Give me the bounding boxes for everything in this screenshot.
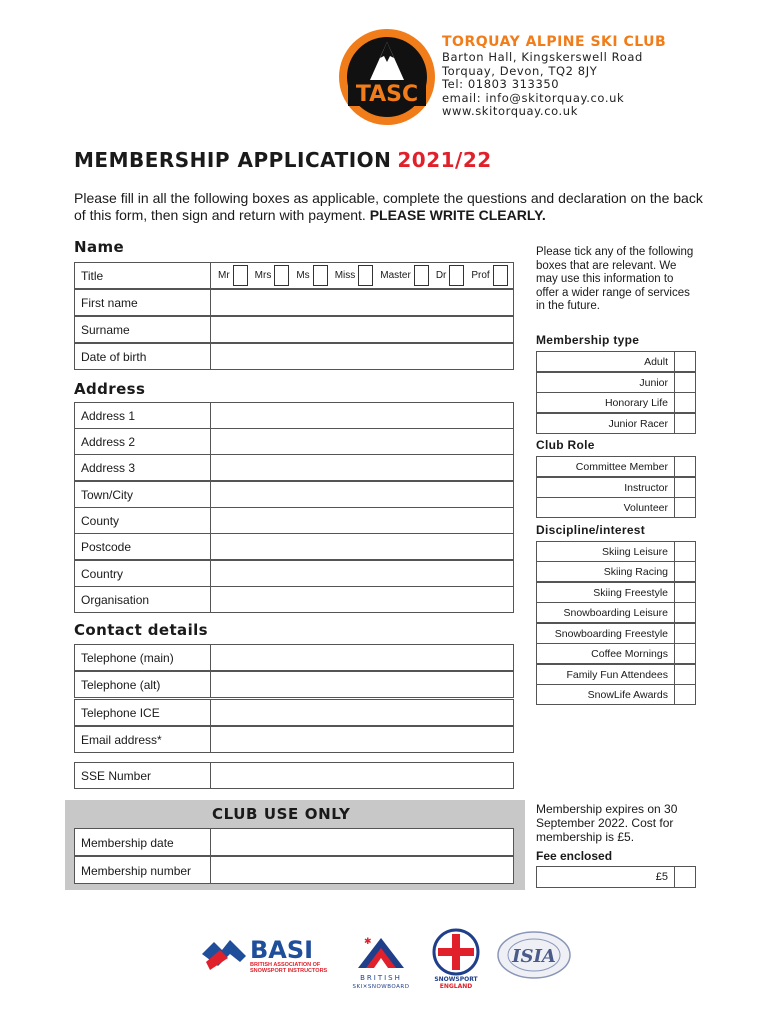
title-option-mrs[interactable] [255, 265, 290, 286]
checkbox[interactable] [674, 684, 696, 705]
checkbox[interactable] [674, 372, 696, 393]
page-title [74, 148, 492, 172]
checkbox[interactable] [274, 265, 289, 286]
membership-junior[interactable] [536, 372, 696, 393]
telephone-alt-label: Telephone (alt) [74, 671, 210, 698]
option-label: Prof [471, 270, 490, 281]
checkbox[interactable] [674, 413, 696, 434]
dob-row [74, 343, 514, 370]
tick-note: Please tick any of the following boxes that are relevant. We may use this information to offer a wider range of services in the future. [536, 246, 694, 312]
name-heading: Name [74, 238, 125, 256]
organisation-label: Organisation [74, 586, 210, 613]
option-label: Snowboarding Freestyle [536, 623, 674, 644]
isia-text: ISIA [512, 946, 556, 967]
discipline-coffee-mornings[interactable] [536, 643, 696, 664]
option-label: SnowLife Awards [536, 684, 674, 705]
checkbox[interactable] [674, 477, 696, 498]
option-label: Family Fun Attendees [536, 664, 674, 685]
telephone-ice-field[interactable] [210, 699, 514, 726]
telephone-ice-row [74, 699, 514, 726]
option-label: Junior [536, 372, 674, 393]
discipline-skiing-freestyle[interactable] [536, 582, 696, 603]
option-label: Committee Member [536, 456, 674, 477]
option-label: Junior Racer [536, 413, 674, 434]
telephone-alt-field[interactable] [210, 671, 514, 698]
basi-text: BASI [250, 936, 314, 964]
role-volunteer[interactable] [536, 497, 696, 518]
intro-bold: PLEASE WRITE CLEARLY. [369, 207, 546, 223]
address-2-field[interactable] [210, 428, 514, 455]
surname-field[interactable] [210, 316, 514, 343]
title-label: Title [74, 262, 210, 289]
county-label: County [74, 507, 210, 534]
option-label: Honorary Life [536, 392, 674, 413]
option-label: Skiing Racing [536, 561, 674, 582]
checkbox[interactable] [313, 265, 328, 286]
tasc-logo [338, 28, 436, 126]
surname-row [74, 316, 514, 343]
address-3-label: Address 3 [74, 454, 210, 481]
checkbox[interactable] [674, 497, 696, 518]
discipline-snowboarding-leisure[interactable] [536, 602, 696, 623]
surname-label: Surname [74, 316, 210, 343]
sse-number-label: SSE Number [74, 762, 210, 789]
title-option-mr[interactable] [218, 265, 248, 286]
address-2-label: Address 2 [74, 428, 210, 455]
club-address-line-2: Torquay, Devon, TQ2 8JY [442, 63, 598, 78]
british-ski-snowboard-logo [338, 928, 424, 990]
membership-number-label: Membership number [74, 856, 210, 884]
title-option-ms[interactable] [296, 265, 327, 286]
title-row [74, 262, 514, 289]
address-3-field[interactable] [210, 454, 514, 481]
first-name-label: First name [74, 289, 210, 316]
club-address-line-1: Barton Hall, Kingskerswell Road [442, 50, 643, 64]
option-label: Mr [218, 270, 230, 281]
checkbox[interactable] [358, 265, 373, 286]
title-option-prof[interactable] [471, 265, 507, 286]
postcode-field[interactable] [210, 533, 514, 560]
address-1-label: Address 1 [74, 402, 210, 429]
first-name-field[interactable] [210, 289, 514, 316]
dob-field[interactable] [210, 343, 514, 370]
title-text: MEMBERSHIP APPLICATION [74, 148, 392, 172]
membership-expiry-note: Membership expires on 30 September 2022. Cost for membership is £5. [536, 802, 678, 844]
fee-value: £5 [536, 866, 674, 888]
intro-body: Please fill in all the following boxes as applicable, complete the questions and declaration on the back of this form, then sign and return with payment. [74, 190, 703, 223]
town-city-field[interactable] [210, 481, 514, 508]
email-row [74, 726, 514, 753]
title-option-master[interactable] [380, 265, 429, 286]
checkbox[interactable] [674, 392, 696, 413]
checkbox[interactable] [674, 643, 696, 664]
checkbox[interactable] [449, 265, 464, 286]
isia-logo [496, 930, 572, 980]
telephone-main-row [74, 644, 514, 671]
telephone-main-label: Telephone (main) [74, 644, 210, 671]
option-label: Skiing Freestyle [536, 582, 674, 603]
county-row [74, 507, 514, 534]
title-options [210, 262, 514, 289]
checkbox[interactable] [674, 351, 696, 372]
membership-type-heading: Membership type [536, 333, 640, 347]
club-website: www.skitorquay.co.uk [442, 104, 578, 118]
option-label: Master [380, 270, 411, 281]
town-city-label: Town/City [74, 481, 210, 508]
england-line-1: SNOWSPORT [434, 976, 478, 983]
title-option-dr[interactable] [436, 265, 465, 286]
sse-number-field[interactable] [210, 762, 514, 789]
basi-line-1: BRITISH ASSOCIATION OF [250, 962, 321, 968]
option-label: Instructor [536, 477, 674, 498]
checkbox[interactable] [414, 265, 429, 286]
address-2-row [74, 428, 514, 455]
discipline-snowlife-awards[interactable] [536, 684, 696, 705]
option-label: Adult [536, 351, 674, 372]
discipline-skiing-racing[interactable] [536, 561, 696, 582]
club-contact-block [442, 34, 666, 119]
membership-junior-racer[interactable] [536, 413, 696, 434]
email-field[interactable] [210, 726, 514, 753]
intro-text [74, 190, 714, 224]
checkbox[interactable] [674, 623, 696, 644]
contact-heading: Contact details [74, 621, 208, 639]
checkbox[interactable] [233, 265, 248, 286]
option-label: Volunteer [536, 497, 674, 518]
membership-date-row [74, 828, 514, 856]
first-name-row [74, 289, 514, 316]
address-1-row [74, 402, 514, 429]
email-label: Email address* [74, 726, 210, 753]
role-committee-member[interactable] [536, 456, 696, 477]
option-label: Mrs [254, 270, 272, 281]
club-role-heading: Club Role [536, 438, 595, 452]
membership-number-row [74, 856, 514, 884]
discipline-snowboarding-freestyle[interactable] [536, 623, 696, 644]
address-heading: Address [74, 380, 146, 398]
checkbox[interactable] [674, 866, 696, 888]
telephone-alt-row [74, 671, 514, 698]
checkbox[interactable] [674, 602, 696, 623]
checkbox[interactable] [674, 582, 696, 603]
checkbox[interactable] [674, 561, 696, 582]
option-label: Snowboarding Leisure [536, 602, 674, 623]
county-field[interactable] [210, 507, 514, 534]
club-name: TORQUAY ALPINE SKI CLUB [442, 34, 667, 50]
fee-enclosed-heading: Fee enclosed [536, 849, 613, 863]
postcode-row [74, 533, 514, 560]
membership-date-field[interactable] [210, 828, 514, 856]
discipline-heading: Discipline/interest [536, 523, 646, 537]
address-1-field[interactable] [210, 402, 514, 429]
option-label: Ms [296, 270, 310, 281]
membership-adult[interactable] [536, 351, 696, 372]
membership-date-label: Membership date [74, 828, 210, 856]
club-telephone: Tel: 01803 313350 [442, 77, 560, 91]
british-line-2: SKI✕SNOWBOARD [352, 984, 410, 990]
organisation-field[interactable] [210, 586, 514, 613]
town-city-row [74, 481, 514, 508]
checkbox[interactable] [674, 541, 696, 562]
checkbox[interactable] [674, 456, 696, 477]
address-3-row [74, 454, 514, 481]
membership-honorary-life[interactable] [536, 392, 696, 413]
membership-number-field[interactable] [210, 856, 514, 884]
discipline-skiing-leisure[interactable] [536, 541, 696, 562]
organisation-row [74, 586, 514, 613]
telephone-main-field[interactable] [210, 644, 514, 671]
option-label: Miss [334, 270, 356, 281]
option-label: Dr [435, 270, 447, 281]
club-email: email: info@skitorquay.co.uk [442, 90, 625, 105]
sse-number-row [74, 762, 514, 789]
checkbox[interactable] [493, 265, 508, 286]
title-year: 2021/22 [397, 148, 492, 172]
british-line-1: BRITISH [360, 974, 402, 982]
telephone-ice-label: Telephone ICE [74, 699, 210, 726]
basi-line-2: SNOWSPORT INSTRUCTORS [250, 968, 328, 974]
club-use-heading: CLUB USE ONLY [212, 805, 351, 823]
postcode-label: Postcode [74, 533, 210, 560]
basi-logo [200, 932, 336, 974]
country-label: Country [74, 560, 210, 587]
dob-label: Date of birth [74, 343, 210, 370]
option-label: Skiing Leisure [536, 541, 674, 562]
country-row [74, 560, 514, 587]
discipline-family-fun[interactable] [536, 664, 696, 685]
england-line-2: ENGLAND [439, 983, 473, 990]
snowsport-england-logo [428, 928, 484, 990]
role-instructor[interactable] [536, 477, 696, 498]
country-field[interactable] [210, 560, 514, 587]
checkbox[interactable] [674, 664, 696, 685]
logo-text: TASC [355, 82, 419, 107]
fee-enclosed-box[interactable] [536, 866, 696, 888]
svg-text:✱: ✱ [364, 937, 372, 947]
option-label: Coffee Mornings [536, 643, 674, 664]
title-option-miss[interactable] [335, 265, 374, 286]
